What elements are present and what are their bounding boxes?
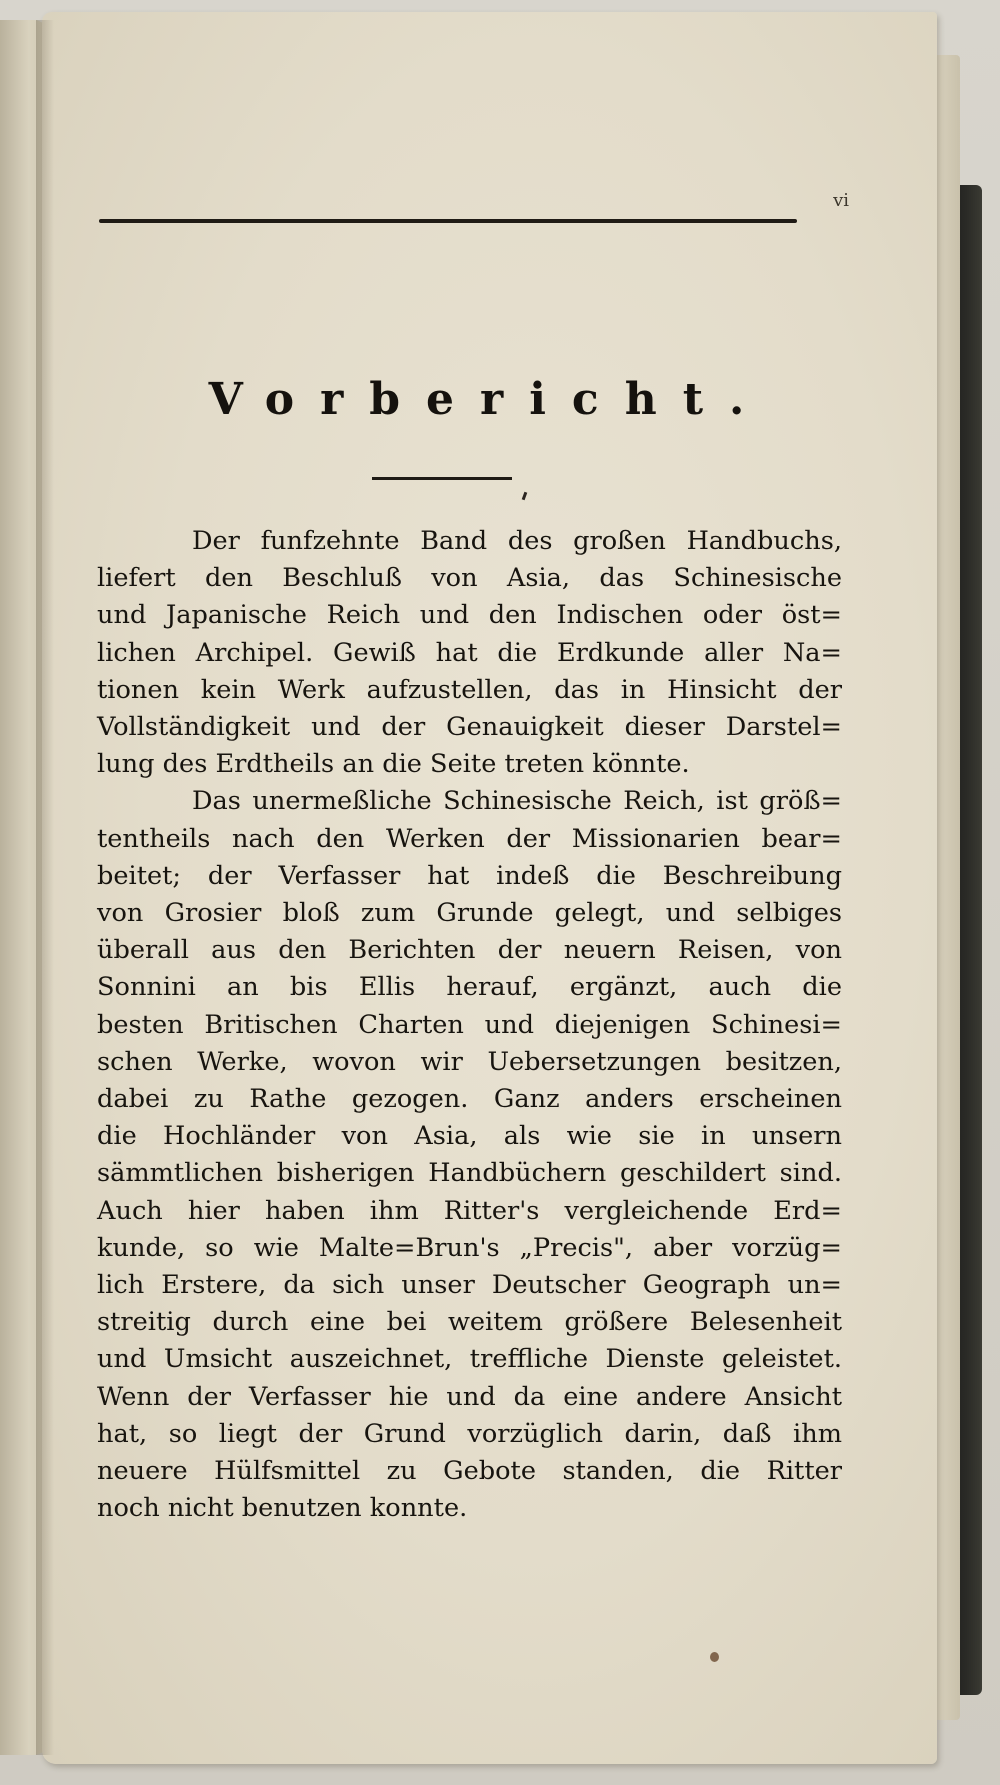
text-line: von Grosier bloß zum Grunde gelegt, und selbiges (97, 898, 842, 929)
text-line: Vollständigkeit und der Genauigkeit dieser Darstel= (97, 712, 842, 743)
text-line: Sonnini an bis Ellis herauf, ergänzt, auch die (97, 972, 842, 1003)
text-line: dabei zu Rathe gezogen. Ganz anders erscheinen (97, 1084, 842, 1115)
text-line: hat, so liegt der Grund vorzüglich darin, daß ihm (97, 1418, 842, 1449)
text-line: lung des Erdtheils an die Seite treten könnte. (97, 749, 690, 780)
foxing-spot (710, 1652, 719, 1662)
text-line: kunde, so wie Malte=Brun's „Precis", aber vorzüg= (97, 1232, 842, 1263)
text-line: liefert den Beschluß von Asia, das Schinesische (97, 563, 842, 594)
book-page (42, 12, 937, 1764)
text-line: überall aus den Berichten der neuern Reisen, von (97, 935, 842, 966)
page-title: Vorbericht. (208, 374, 771, 425)
page-number: vi (833, 190, 849, 211)
title-rule (372, 477, 512, 480)
text-line: noch nicht benutzen konnte. (97, 1493, 468, 1524)
text-line: tionen kein Werk aufzustellen, das in Hinsicht der (97, 674, 842, 705)
header-rule (99, 219, 797, 223)
text-line: neuere Hülfsmittel zu Gebote standen, die Ritter (97, 1456, 842, 1487)
text-line: lichen Archipel. Gewiß hat die Erdkunde aller Na= (97, 637, 842, 668)
text-line: streitig durch eine bei weitem größere Belesenheit (97, 1307, 842, 1338)
text-line: und Umsicht auszeichnet, treffliche Dienste geleistet. (97, 1344, 842, 1375)
ink-mark (522, 492, 528, 501)
text-line: Wenn der Verfasser hie und da eine andere Ansicht (97, 1381, 842, 1412)
text-line: beitet; der Verfasser hat indeß die Beschreibung (97, 860, 842, 891)
text-line: lich Erstere, da sich unser Deutscher Geograph un= (97, 1270, 842, 1301)
text-line: schen Werke, wovon wir Uebersetzungen besitzen, (97, 1046, 842, 1077)
text-line: tentheils nach den Werken der Missionarien bear= (97, 823, 842, 854)
text-line: sämmtlichen bisherigen Handbüchern geschildert sind. (97, 1158, 842, 1189)
text-line: Auch hier haben ihm Ritter's vergleichende Erd= (97, 1195, 842, 1226)
text-line: und Japanische Reich und den Indischen oder öst= (97, 600, 842, 631)
text-line: besten Britischen Charten und diejenigen Schinesi= (97, 1009, 842, 1040)
text-line: Der funfzehnte Band des großen Handbuchs, (192, 526, 842, 556)
text-line: Das unermeßliche Schinesische Reich, ist größ= (192, 786, 842, 817)
page-gutter-shadow (36, 20, 54, 1755)
body-text (97, 523, 842, 1527)
text-line: die Hochländer von Asia, als wie sie in unsern (97, 1121, 842, 1152)
